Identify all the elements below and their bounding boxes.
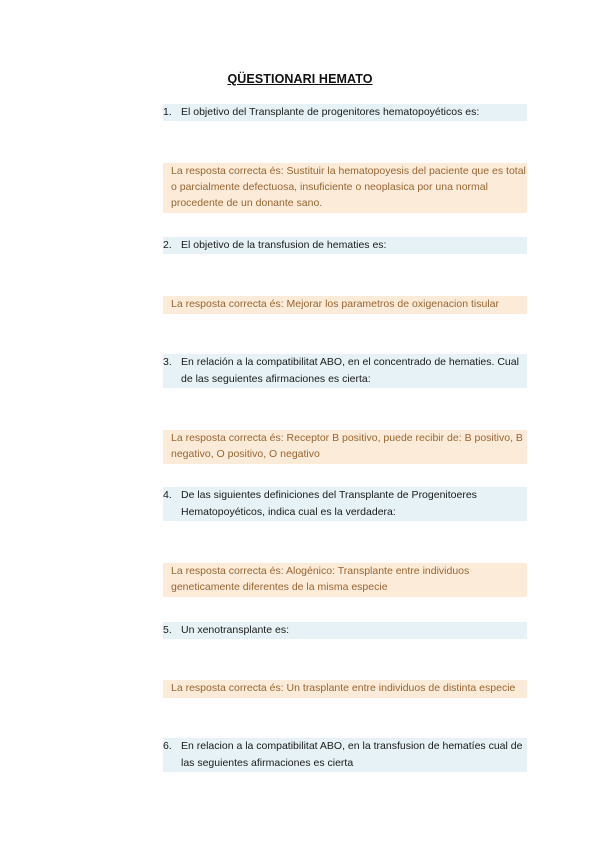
question-text: Un xenotransplante es: bbox=[181, 624, 289, 636]
answer-2: La resposta correcta és: Mejorar los parametros de oxigenacion tisular bbox=[163, 296, 527, 314]
question-5 bbox=[163, 622, 527, 639]
question-text: En relación a la compatibilitat ABO, en el concentrado de hematies. Cual de las seguientes afirmaciones es cierta: bbox=[181, 356, 519, 385]
answer-3: La resposta correcta és: Receptor B positivo, puede recibir de: B positivo, B negativo, O positivo, O negativo bbox=[163, 430, 527, 464]
question-text: De las siguientes definiciones del Transplante de Progenitoeres Hematopoyéticos, indica cual es la verdadera: bbox=[181, 489, 477, 518]
question-text: El objetivo de la transfusion de hematies es: bbox=[181, 239, 387, 251]
answer-5: La resposta correcta és: Un trasplante entre individuos de distinta especie bbox=[163, 680, 527, 698]
question-number: 2. bbox=[163, 239, 172, 251]
question-3 bbox=[163, 354, 527, 388]
question-number: 1. bbox=[163, 106, 172, 118]
question-number: 5. bbox=[163, 624, 172, 636]
question-4 bbox=[163, 487, 527, 521]
question-text: En relacion a la compatibilitat ABO, en la transfusion de hematíes cual de las seguientes afirmaciones es cierta bbox=[181, 740, 523, 769]
question-number: 6. bbox=[163, 740, 172, 752]
question-text: El objetivo del Transplante de progenitores hematopoyéticos es: bbox=[181, 106, 480, 118]
question-number: 3. bbox=[163, 356, 172, 368]
answer-4: La resposta correcta és: Alogénico: Transplante entre individuos geneticamente diferentes de la misma especie bbox=[163, 563, 527, 597]
answer-1: La resposta correcta és: Sustituir la hematopoyesis del paciente que es total o parcialmente defectuosa, insuficiente o neoplasica por una normal procedente de un donante sano. bbox=[163, 163, 527, 213]
question-2 bbox=[163, 237, 527, 254]
question-6 bbox=[163, 738, 527, 772]
question-number: 4. bbox=[163, 489, 172, 501]
question-1 bbox=[163, 104, 527, 121]
document-title: QÜESTIONARI HEMATO bbox=[227, 72, 373, 86]
